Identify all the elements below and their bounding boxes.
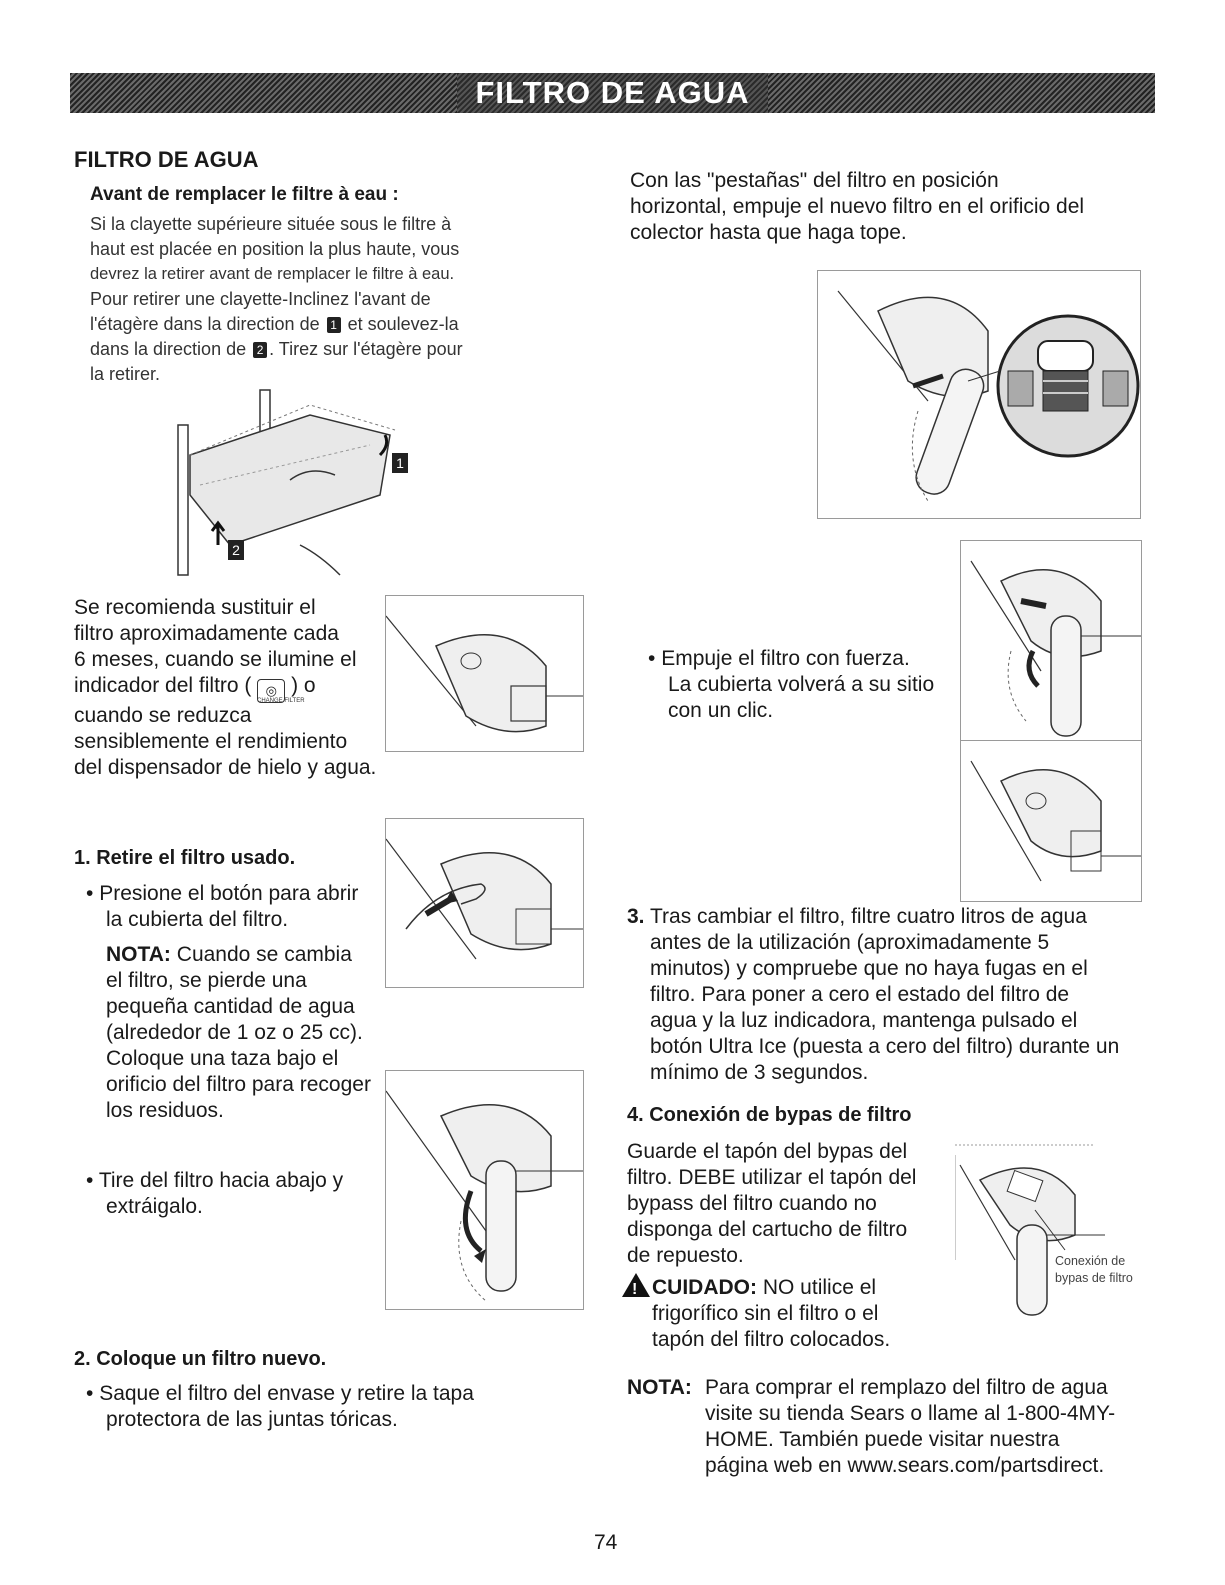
bypass-illustration bbox=[955, 1140, 1145, 1325]
note-label: NOTA: bbox=[627, 1376, 692, 1399]
french-heading: Avant de remplacer le filtre à eau : bbox=[90, 184, 399, 205]
replacement-recommendation: Se recomienda sustituir el filtro aproximadamente cada 6 meses, cuando se ilumine el indicador del filtro ( ◎ ) o cuando se reduzca sensiblemente el rendimiento del dispensador de hielo y agua. bbox=[74, 596, 377, 779]
direction-badge-2: 2 bbox=[253, 342, 267, 358]
push-filter-illustration bbox=[960, 540, 1142, 747]
direction-badge-1: 1 bbox=[327, 317, 341, 333]
install-intro: Con las "pestañas" del filtro en posición horizontal, empuje el nuevo filtro en el orificio del colector hasta que haga tope. bbox=[630, 169, 1085, 244]
banner-title: FILTRO DE AGUA bbox=[457, 73, 767, 113]
filter-cover-illustration bbox=[385, 595, 584, 752]
filter-indicator-icon: ◎ bbox=[257, 679, 285, 703]
step-3-text: Tras cambiar el filtro, filtre cuatro litros de agua antes de la utilización (aproximadamente 5 minutos) y compruebe que no haya fugas en el filtro. Para poner a cero el estado del filtro de agua y la luz indicadora, mantenga pulsado el botón Ultra Ice (puesta a cero del filtro) durante un mínimo de 3 segundos. bbox=[650, 905, 1120, 1084]
step-2-title: 2. Coloque un filtro nuevo. bbox=[74, 1348, 327, 1370]
caution-block: !CUIDADO: NO utilice el frigorífico sin el filtro o el tapón del filtro colocados. bbox=[622, 1273, 952, 1353]
note-text: Para comprar el remplazo del filtro de agua visite su tienda Sears o llame al 1-800-4MY- HOME. También puede visitar nuestra página web en www.sears.com/partsdirect. bbox=[705, 1376, 1116, 1477]
step-3-number: 3. bbox=[627, 905, 645, 928]
push-filter-instructions: • Empuje el filtro con fuerza. La cubierta volverá a su sitio con un clic. bbox=[648, 646, 958, 724]
french-instructions: Si la clayette supérieure située sous le filtre à haut est placée en position la plus haute, vous devrez la retirer avant de remplacer le filtre à eau. Pour retirer une clayette-Inclinez l'avant de l'étagère dans la direction de 1 et soulevez-la dans la direction de 2 . Tirez sur l'étagère pour la retirer. bbox=[90, 214, 463, 384]
svg-text:2: 2 bbox=[232, 542, 240, 558]
step-4-title: 4. Conexión de bypas de filtro bbox=[627, 1104, 912, 1126]
step-4-text: Guarde el tapón del bypas del filtro. DEBE utilizar el tapón del bypass del filtro cuando no disponga del cartucho de filtro de repuesto. bbox=[627, 1140, 917, 1267]
page-number: 74 bbox=[594, 1531, 618, 1554]
press-button-illustration bbox=[385, 818, 584, 988]
step-1-bullet-1: • Presione el botón para abrir la cubierta del filtro. bbox=[86, 881, 386, 933]
cover-closed-illustration bbox=[960, 740, 1142, 902]
shelf-removal-illustration bbox=[170, 385, 430, 580]
step-1-title: 1. Retire el filtro usado. bbox=[74, 847, 296, 869]
step-1-note: NOTA: Cuando se cambia el filtro, se pierde una pequeña cantidad de agua (alrededor de 1 oz o 25 cc). Coloque una taza bajo el orificio del filtro para recoger los residuos. bbox=[106, 943, 371, 1122]
bypass-callout: Conexión de bypas de filtro bbox=[1055, 1254, 1133, 1285]
step-1-bullet-2: • Tire del filtro hacia abajo y extráigalo. bbox=[86, 1168, 386, 1220]
pull-filter-illustration bbox=[385, 1070, 584, 1310]
step-2-bullet: • Saque el filtro del envase y retire la tapa protectora de las juntas tóricas. bbox=[86, 1381, 546, 1433]
section-heading: FILTRO DE AGUA bbox=[74, 147, 259, 172]
change-filter-label: CHANGE FILTER bbox=[257, 698, 305, 704]
warning-icon bbox=[622, 1273, 650, 1297]
svg-text:1: 1 bbox=[396, 455, 404, 471]
insert-filter-illustration bbox=[817, 270, 1141, 519]
section-banner bbox=[70, 73, 1155, 113]
